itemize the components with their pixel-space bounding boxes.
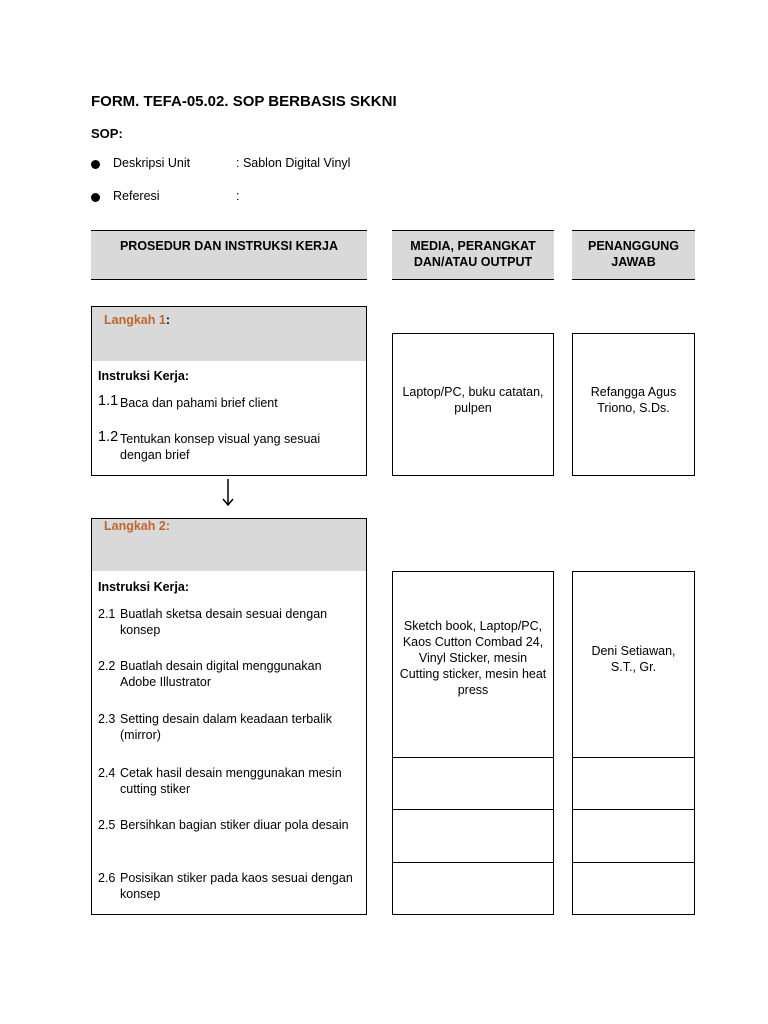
step-1-header bbox=[91, 306, 367, 362]
step-1-item-cell bbox=[91, 423, 367, 476]
header-media: MEDIA, PERANGKAT DAN/ATAU OUTPUT bbox=[392, 230, 554, 280]
item-text: Buatlah sketsa desain sesuai dengan konsep bbox=[120, 607, 328, 637]
form-title: FORM. TEFA-05.02. SOP BERBASIS SKKNI bbox=[91, 93, 397, 110]
pj-text: Deni Setiawan, S.T., Gr. bbox=[591, 644, 676, 674]
item-text: Bersihkan bagian stiker diuar pola desain bbox=[120, 818, 349, 832]
step-2-instr-cell bbox=[91, 571, 367, 651]
sop-label: SOP: bbox=[91, 126, 123, 141]
item-number: 1.2 bbox=[98, 429, 119, 445]
item-number: 1.1 bbox=[98, 393, 119, 409]
meta-value: : bbox=[236, 189, 240, 203]
step-2-item-cell bbox=[91, 650, 367, 704]
pj-empty-cell bbox=[572, 862, 695, 915]
item-number: 2.4 bbox=[98, 766, 116, 780]
instruksi-label: Instruksi Kerja: bbox=[98, 369, 190, 383]
list-item bbox=[98, 817, 360, 833]
down-arrow-icon bbox=[220, 478, 236, 508]
step-2-item-cell bbox=[91, 703, 367, 758]
item-text: Setting desain dalam keadaan terbalik (mirror) bbox=[120, 712, 332, 742]
step-1-instr-cell bbox=[91, 361, 367, 424]
meta-label: Referesi bbox=[113, 189, 160, 203]
step-2-item-cell bbox=[91, 809, 367, 863]
item-number: 2.1 bbox=[98, 607, 116, 621]
item-number: 2.6 bbox=[98, 871, 116, 885]
step-2-item-cell bbox=[91, 757, 367, 810]
list-item bbox=[98, 870, 360, 902]
list-item bbox=[98, 395, 360, 411]
step-2-header bbox=[91, 518, 367, 572]
media-empty-cell bbox=[392, 757, 554, 810]
pj-empty-cell bbox=[572, 809, 695, 863]
list-item bbox=[98, 658, 360, 690]
item-number: 2.2 bbox=[98, 659, 116, 673]
instruksi-label: Instruksi Kerja: bbox=[98, 580, 190, 594]
item-text: Cetak hasil desain menggunakan mesin cutting stiker bbox=[120, 766, 342, 796]
bullet-icon bbox=[91, 160, 100, 169]
media-text: Sketch book, Laptop/PC, Kaos Cutton Combad 24, Vinyl Sticker, mesin Cutting sticker, mesin heat press bbox=[399, 619, 547, 697]
step-2-title: Langkah 2: bbox=[104, 519, 170, 533]
media-empty-cell bbox=[392, 862, 554, 915]
step-2-pj bbox=[572, 571, 695, 758]
item-number: 2.5 bbox=[98, 818, 116, 832]
item-text: Baca dan pahami brief client bbox=[120, 396, 278, 410]
item-text: Posisikan stiker pada kaos sesuai dengan konsep bbox=[120, 871, 353, 901]
media-empty-cell bbox=[392, 809, 554, 863]
step-1-title: Langkah 1: bbox=[104, 313, 170, 327]
list-item bbox=[98, 431, 360, 463]
bullet-icon bbox=[91, 193, 100, 202]
item-text: Buatlah desain digital menggunakan Adobe Illustrator bbox=[120, 659, 322, 689]
item-number: 2.3 bbox=[98, 712, 116, 726]
step-2-item-cell bbox=[91, 862, 367, 915]
pj-empty-cell bbox=[572, 757, 695, 810]
step-2-media bbox=[392, 571, 554, 758]
meta-value: : Sablon Digital Vinyl bbox=[236, 156, 351, 170]
list-item bbox=[98, 765, 360, 797]
header-prosedur: PROSEDUR DAN INSTRUKSI KERJA bbox=[91, 230, 367, 280]
meta-row-referensi bbox=[91, 189, 491, 207]
item-text: Tentukan konsep visual yang sesuai dengan brief bbox=[120, 432, 321, 462]
pj-text: Refangga Agus Triono, S.Ds. bbox=[590, 385, 677, 415]
list-item bbox=[98, 711, 360, 743]
media-text: Laptop/PC, buku catatan, pulpen bbox=[402, 385, 544, 415]
step-1-pj bbox=[572, 333, 695, 476]
header-penanggung-jawab: PENANGGUNG JAWAB bbox=[572, 230, 695, 280]
meta-label: Deskripsi Unit bbox=[113, 156, 191, 170]
list-item bbox=[98, 606, 360, 638]
step-1-media bbox=[392, 333, 554, 476]
meta-row-deskripsi bbox=[91, 156, 491, 174]
